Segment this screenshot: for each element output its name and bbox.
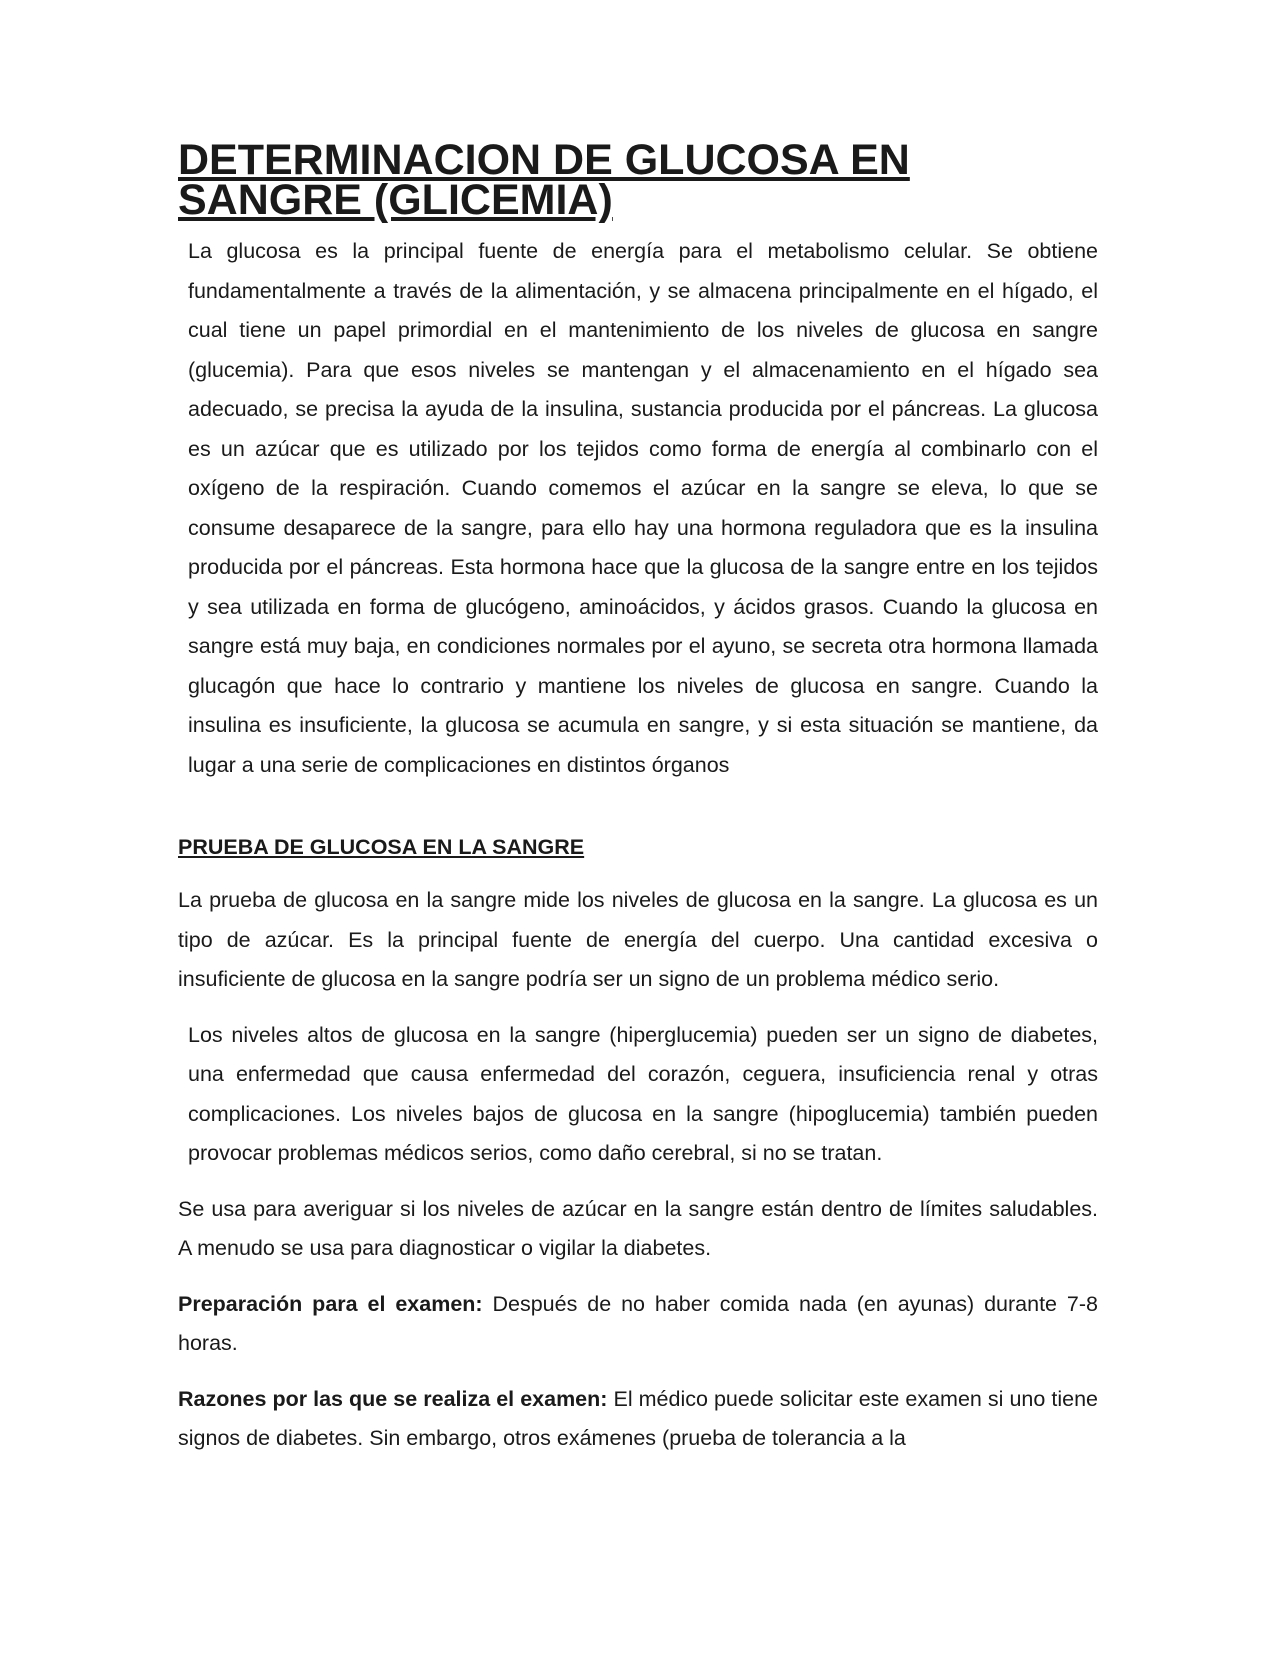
paragraph-uso: Se usa para averiguar si los niveles de azúcar en la sangre están dentro de límites saludables. A menudo se usa para diagnosticar o vigilar la diabetes. bbox=[178, 1196, 1098, 1260]
section-title-prueba: PRUEBA DE GLUCOSA EN LA SANGRE bbox=[178, 835, 585, 859]
document-title: DETERMINACION DE GLUCOSA EN SANGRE (GLICEMIA) bbox=[178, 136, 910, 224]
intro-paragraph: La glucosa es la principal fuente de energía para el metabolismo celular. Se obtiene fundamentalmente a través de la alimentación, y se almacena principalmente en el hígado, el cual tiene un papel primordial en el mantenimiento de los niveles de glucosa en sangre (glucemia). Para que esos niveles se mantengan y el almacenamiento en el hígado sea adecuado, se precisa la ayuda de la insulina, sustancia producida por el páncreas. La glucosa es un azúcar que es utilizado por los tejidos como forma de energía al combinarlo con el oxígeno de la respiración. Cuando comemos el azúcar en la sangre se eleva, lo que se consume desaparece de la sangre, para ello hay una hormona reguladora que es la insulina producida por el páncreas. Esta hormona hace que la glucosa de la sangre entre en los tejidos y sea utilizada en forma de glucógeno, aminoácidos, y ácidos grasos. Cuando la glucosa en sangre está muy baja, en condiciones normales por el ayuno, se secreta otra hormona llamada glucagón que hace lo contrario y mantiene los niveles de glucosa en sangre. Cuando la insulina es insuficiente, la glucosa se acumula en sangre, y si esta situación se mantiene, da lugar a una serie de complicaciones en distintos órganos bbox=[188, 239, 1098, 777]
preparacion-text: Después de no haber comida nada (en ayunas) durante 7-8 horas. bbox=[178, 1291, 1098, 1355]
razones-label: Razones por las que se realiza el examen: bbox=[178, 1386, 608, 1411]
preparacion-label: Preparación para el examen: bbox=[178, 1291, 483, 1316]
paragraph-razones bbox=[178, 1380, 1098, 1459]
paragraph-prueba-intro: La prueba de glucosa en la sangre mide los niveles de glucosa en la sangre. La glucosa es un tipo de azúcar. Es la principal fuente de energía del cuerpo. Una cantidad excesiva o insuficiente de glucosa en la sangre podría ser un signo de un problema médico serio. bbox=[178, 888, 1098, 991]
paragraph-preparacion bbox=[178, 1285, 1098, 1364]
razones-text: El médico puede solicitar este examen si uno tiene signos de diabetes. Sin embargo, otros exámenes (prueba de tolerancia a la bbox=[178, 1386, 1098, 1450]
paragraph-niveles: Los niveles altos de glucosa en la sangre (hiperglucemia) pueden ser un signo de diabetes, una enfermedad que causa enfermedad del corazón, ceguera, insuficiencia renal y otras complicaciones. Los niveles bajos de glucosa en la sangre (hipoglucemia) también pueden provocar problemas médicos serios, como daño cerebral, si no se tratan. bbox=[188, 1022, 1098, 1165]
document-page bbox=[178, 136, 1098, 1459]
